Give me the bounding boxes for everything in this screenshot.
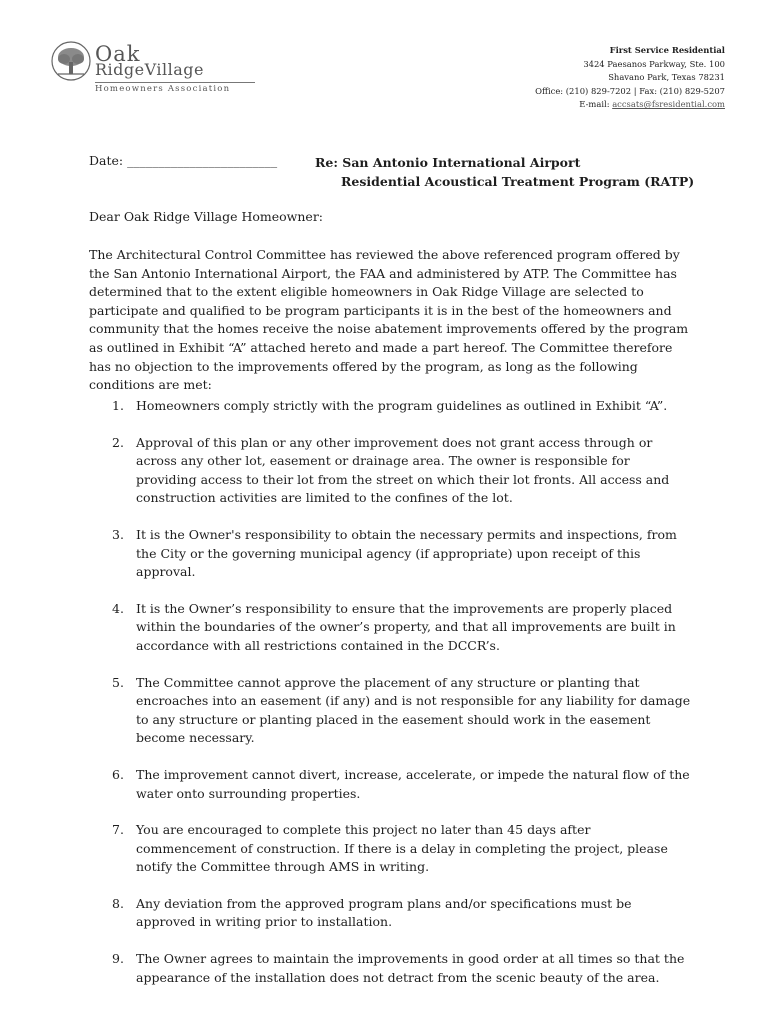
sender-phone-fax: Office: (210) 829-7202 | Fax: (210) 829-5207 bbox=[535, 85, 725, 96]
condition-text: Approval of this plan or any other improvement does not grant access through or across any other lot, easement or drainage area. The owner is responsible for providing access to their lot from the street on which their lot fronts. All access and construction activities are limited to the confines of the lot. bbox=[136, 434, 670, 506]
condition-number: 4. bbox=[112, 600, 124, 616]
condition-text: The improvement cannot divert, increase, accelerate, or impede the natural flow of the water onto surrounding properties. bbox=[136, 766, 690, 801]
condition-text: Any deviation from the approved program plans and/or specifications must be approved in writing prior to installation. bbox=[136, 895, 632, 930]
condition-number: 5. bbox=[112, 674, 124, 690]
condition-number: 9. bbox=[112, 951, 124, 967]
logo-name-line2: RidgeVillage bbox=[95, 60, 204, 79]
logo-name-line1: Oak bbox=[95, 42, 141, 66]
condition-item bbox=[112, 397, 692, 416]
condition-text: It is the Owner's responsibility to obtain the necessary permits and inspections, from the City or the governing municipal agency (if appropriate) upon receipt of this approval. bbox=[136, 526, 677, 580]
date-field: Date: ________________________ bbox=[89, 153, 278, 168]
sender-email-row bbox=[535, 98, 725, 112]
condition-text: It is the Owner’s responsibility to ensure that the improvements are properly placed within the boundaries of the owner’s property, and that all improvements are built in accordance with all restrictions contained in the DCCR’s. bbox=[136, 600, 676, 653]
condition-number: 3. bbox=[112, 526, 124, 542]
condition-item bbox=[112, 821, 692, 877]
subject-line-2: Residential Acoustical Treatment Program (RATP) bbox=[341, 174, 695, 189]
logo-divider bbox=[95, 82, 255, 83]
sender-email-link[interactable]: accsats@fsresidential.com bbox=[612, 99, 725, 109]
intro-paragraph: The Architectural Control Committee has reviewed the above referenced program offered by the San Antonio International Airport, the FAA and administered by ATP. The Committee has determined that to the extent eligible homeowners in Oak Ridge Village are selected to participate and qualified to be program participants it is in the best of the homeowners and community that the homes receive the noise abatement improvements offered by the program as outlined in Exhibit “A” attached hereto and made a part hereof. The Committee therefore has no objection to the improvements offered by the program, as long as the following conditions are met: bbox=[89, 247, 689, 393]
subject-line bbox=[315, 153, 694, 191]
sender-address-line2: Shavano Park, Texas 78231 bbox=[608, 72, 725, 82]
condition-item bbox=[112, 950, 692, 987]
oak-tree-icon bbox=[50, 40, 92, 86]
sender-email-label: E-mail: bbox=[579, 99, 610, 109]
condition-item bbox=[112, 526, 692, 582]
sender-company: First Service Residential bbox=[609, 45, 725, 55]
condition-item bbox=[112, 434, 692, 508]
condition-text: The Owner agrees to maintain the improvements in good order at all times so that the appearance of the installation does not detract from the scenic beauty of the area. bbox=[136, 951, 685, 985]
condition-text: The Committee cannot approve the placement of any structure or planting that encroaches into an easement (if any) and is not responsible for any liability for damage to any structure or planting placed in the easement should work in the easement become necessary. bbox=[136, 674, 691, 746]
condition-text: You are encouraged to complete this project no later than 45 days after commencement of construction. If there is a delay in completing the project, please notify the Committee through AMS in writing. bbox=[136, 822, 668, 875]
sender-address-block bbox=[535, 44, 725, 112]
salutation: Dear Oak Ridge Village Homeowner: bbox=[89, 209, 324, 224]
condition-number: 2. bbox=[112, 434, 124, 450]
condition-number: 8. bbox=[112, 895, 124, 911]
condition-item bbox=[112, 674, 692, 748]
sender-address-line1: 3424 Paesanos Parkway, Ste. 100 bbox=[583, 58, 725, 69]
subject-line-1: Re: San Antonio International Airport bbox=[315, 155, 581, 170]
condition-text: Homeowners comply strictly with the program guidelines as outlined in Exhibit “A”. bbox=[136, 398, 668, 413]
hoa-logo bbox=[50, 40, 250, 94]
condition-item bbox=[112, 895, 692, 932]
condition-number: 7. bbox=[112, 822, 124, 838]
condition-number: 6. bbox=[112, 766, 124, 782]
condition-item bbox=[112, 600, 692, 656]
logo-subtitle: Homeowners Association bbox=[95, 84, 231, 94]
condition-item bbox=[112, 766, 692, 803]
conditions-list bbox=[112, 397, 692, 987]
condition-number: 1. bbox=[112, 398, 124, 413]
